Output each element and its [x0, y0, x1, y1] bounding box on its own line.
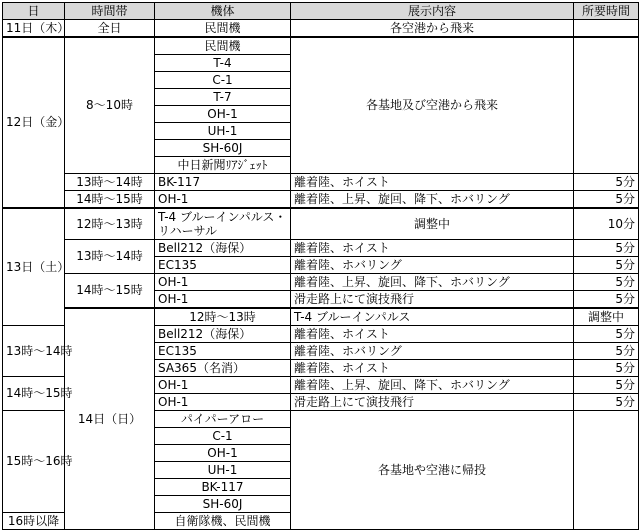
header-row	[3, 3, 639, 20]
header-time: 時間帯	[65, 3, 155, 20]
aircraft-cell: パイパーアロー	[155, 411, 291, 428]
aircraft-cell: OH-1	[155, 394, 291, 411]
aircraft-cell: BK-117	[155, 479, 291, 496]
content-cell: 離着陸、ホイスト	[291, 326, 574, 343]
content-cell: 調整中	[291, 208, 574, 240]
duration-cell: 5分	[574, 291, 639, 309]
duration-cell: 5分	[574, 394, 639, 411]
time-cell: 8～10時	[65, 37, 155, 174]
header-content: 展示内容	[291, 3, 574, 20]
day-cell: 13日（土）	[3, 208, 65, 326]
header-duration: 所要時間	[574, 3, 639, 20]
duration-cell: 5分	[574, 343, 639, 360]
aircraft-cell: OH-1	[155, 291, 291, 309]
table-row	[3, 191, 639, 209]
duration-cell: 5分	[574, 326, 639, 343]
table-row	[3, 37, 639, 55]
time-cell: 14時～15時	[3, 377, 65, 411]
content-cell: 滑走路上にて演技飛行	[291, 291, 574, 309]
time-cell: 16時以降	[3, 513, 65, 530]
content-cell: 滑走路上にて演技飛行	[291, 394, 574, 411]
content-cell: 離着陸、上昇、旋回、降下、ホバリング	[291, 191, 574, 209]
time-cell: 12時～13時	[65, 208, 155, 240]
aircraft-cell: EC135	[155, 257, 291, 274]
table-row	[3, 20, 639, 38]
aircraft-cell: BK-117	[155, 174, 291, 191]
table-row	[3, 308, 639, 326]
time-cell: 12時～13時	[155, 308, 291, 326]
duration-cell: 5分	[574, 360, 639, 377]
time-cell: 全日	[65, 20, 155, 38]
day-cell: 11日（木）	[3, 20, 65, 38]
content-cell: 各空港から飛来	[291, 20, 574, 38]
aircraft-cell: C-1	[155, 428, 291, 445]
aircraft-cell: Bell212（海保）	[155, 240, 291, 257]
time-cell: 14時～15時	[65, 274, 155, 309]
content-cell: 離着陸、ホイスト	[291, 174, 574, 191]
aircraft-cell: SA365（名消）	[155, 360, 291, 377]
aircraft-cell: 民間機	[155, 20, 291, 38]
time-cell: 13時～14時	[65, 174, 155, 191]
content-cell: 離着陸、ホイスト	[291, 240, 574, 257]
aircraft-cell: OH-1	[155, 191, 291, 209]
aircraft-cell: OH-1	[155, 377, 291, 394]
schedule-table	[2, 2, 639, 530]
duration-cell	[574, 411, 639, 530]
time-cell: 14時～15時	[65, 191, 155, 209]
aircraft-cell: T-4 ブルーインパルス	[291, 308, 574, 326]
aircraft-cell: C-1	[155, 72, 291, 89]
time-cell: 15時～16時	[3, 411, 65, 513]
content-cell: 離着陸、ホバリング	[291, 257, 574, 274]
aircraft-cell: OH-1	[155, 445, 291, 462]
content-cell: 離着陸、上昇、旋回、降下、ホバリング	[291, 377, 574, 394]
duration-cell: 5分	[574, 257, 639, 274]
aircraft-cell: UH-1	[155, 123, 291, 140]
aircraft-cell: SH-60J	[155, 496, 291, 513]
content-cell: 離着陸、上昇、旋回、降下、ホバリング	[291, 274, 574, 291]
aircraft-cell: T-7	[155, 89, 291, 106]
header-aircraft: 機体	[155, 3, 291, 20]
day-cell: 14日（日）	[65, 308, 155, 530]
content-cell: 離着陸、ホイスト	[291, 360, 574, 377]
aircraft-cell: UH-1	[155, 462, 291, 479]
aircraft-cell: T-4	[155, 55, 291, 72]
aircraft-cell: 中日新聞ﾘｱｼﾞｪｯﾄ	[155, 157, 291, 174]
duration-cell	[574, 20, 639, 38]
duration-cell: 10分	[574, 208, 639, 240]
duration-cell	[574, 37, 639, 174]
table-row	[3, 174, 639, 191]
aircraft-cell: SH-60J	[155, 140, 291, 157]
duration-cell: 5分	[574, 274, 639, 291]
duration-cell: 5分	[574, 174, 639, 191]
aircraft-cell: T-4 ブルーインパルス・リハーサル	[155, 208, 291, 240]
content-cell: 調整中	[574, 308, 639, 326]
header-day: 日	[3, 3, 65, 20]
aircraft-cell: Bell212（海保）	[155, 326, 291, 343]
content-cell: 各基地や空港に帰投	[291, 411, 574, 530]
time-cell: 13時～14時	[65, 240, 155, 274]
content-cell: 各基地及び空港から飛来	[291, 37, 574, 174]
duration-cell: 5分	[574, 191, 639, 209]
day-cell: 12日（金）	[3, 37, 65, 208]
aircraft-cell: 民間機	[155, 37, 291, 55]
aircraft-cell: 自衛隊機、民間機	[155, 513, 291, 530]
table-row	[3, 274, 639, 291]
table-row	[3, 240, 639, 257]
duration-cell: 5分	[574, 377, 639, 394]
table-row	[3, 208, 639, 240]
content-cell: 離着陸、ホバリング	[291, 343, 574, 360]
aircraft-cell: OH-1	[155, 106, 291, 123]
time-cell: 13時～14時	[3, 326, 65, 377]
duration-cell: 5分	[574, 240, 639, 257]
aircraft-cell: OH-1	[155, 274, 291, 291]
aircraft-cell: EC135	[155, 343, 291, 360]
